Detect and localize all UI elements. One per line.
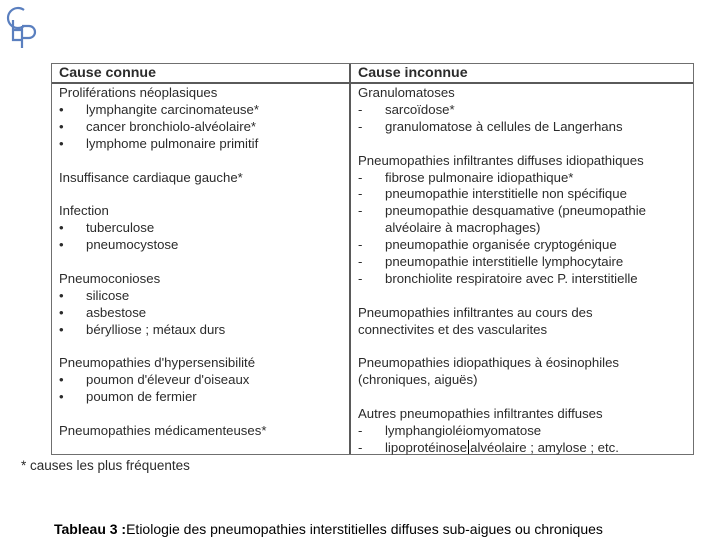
unknown-list-item [358, 440, 693, 457]
footnote: * causes les plus fréquentes [21, 458, 190, 473]
known-list-item [59, 102, 349, 119]
item-text: silicose [86, 287, 130, 303]
dash-icon: - [358, 169, 363, 185]
bullet-icon: • [59, 389, 64, 405]
unknown-list-item [358, 203, 693, 220]
unknown-category-heading [358, 153, 693, 170]
known-cause-header: Cause connue [52, 64, 349, 84]
bullet-icon: • [59, 101, 64, 117]
known-cause-list [59, 85, 349, 440]
item-text: Insuffisance cardiaque gauche* [59, 169, 243, 185]
spacer [59, 153, 349, 170]
item-text: Pneumopathies d'hypersensibilité [59, 355, 256, 371]
item-text: Pneumopathies médicamenteuses* [59, 423, 267, 439]
item-text: pneumocystose [86, 237, 179, 253]
bullet-icon: • [59, 287, 64, 303]
unknown-category-heading [358, 406, 693, 423]
known-list-item [59, 322, 349, 339]
item-text: fibrose pulmonaire idiopathique* [385, 169, 574, 185]
bullet-icon: • [59, 118, 64, 134]
dash-icon: - [358, 423, 363, 439]
item-text: poumon d'éleveur d'oiseaux [86, 372, 250, 388]
cep-logo [4, 4, 38, 50]
known-list-item [59, 136, 349, 153]
item-text: poumon de fermier [86, 389, 197, 405]
known-category-heading [59, 170, 349, 187]
known-category-heading [59, 423, 349, 440]
item-text: pneumopathie interstitielle lymphocytaire [385, 254, 624, 270]
unknown-cause-column [351, 64, 693, 454]
item-text: lymphangite carcinomateuse* [86, 101, 259, 117]
item-text: Infection [59, 203, 109, 219]
unknown-list-item [358, 423, 693, 440]
known-category-heading [59, 355, 349, 372]
item-text: tuberculose [86, 220, 155, 236]
item-text: Proliférations néoplasiques [59, 85, 218, 100]
known-list-item [59, 305, 349, 322]
spacer [358, 288, 693, 305]
item-text: asbestose [86, 304, 147, 320]
known-category-heading [59, 85, 349, 102]
item-text: Pneumoconioses [59, 270, 161, 286]
bullet-icon: • [59, 237, 64, 253]
unknown-category-heading [358, 322, 693, 339]
known-list-item [59, 389, 349, 406]
bullet-icon: • [59, 372, 64, 388]
unknown-category-heading [358, 85, 693, 102]
unknown-category-heading [358, 305, 693, 322]
unknown-list-item [358, 170, 693, 187]
item-text: pneumopathie organisée cryptogénique [385, 237, 617, 253]
unknown-cause-header: Cause inconnue [351, 64, 693, 84]
known-list-item [59, 220, 349, 237]
known-cause-column [52, 64, 351, 454]
item-text: Autres pneumopathies infiltrantes diffuses [358, 406, 603, 422]
item-text: Pneumopathies infiltrantes diffuses idiopathiques [358, 152, 644, 168]
unknown-list-item [358, 102, 693, 119]
bullet-icon: • [59, 220, 64, 236]
item-text: Pneumopathies infiltrantes au cours des [358, 304, 593, 320]
text-cursor [468, 440, 469, 454]
spacer [358, 389, 693, 406]
known-category-heading [59, 271, 349, 288]
item-text: alvéolaire à macrophages) [385, 220, 541, 236]
table-caption [54, 521, 603, 537]
unknown-list-item [358, 271, 693, 288]
item-text: (chroniques, aiguës) [358, 372, 478, 388]
spacer [59, 406, 349, 423]
caption-text: Etiologie des pneumopathies interstitielles diffuses sub-aigues ou chroniques [126, 521, 603, 537]
item-text: sarcoïdose* [385, 101, 455, 117]
spacer [59, 186, 349, 203]
item-text: Pneumopathies idiopathiques à éosinophiles [358, 355, 620, 371]
unknown-cause-list [358, 85, 693, 457]
item-text: bronchiolite respiratoire avec P. interstitielle [385, 270, 638, 286]
item-text: lipoprotéinose alvéolaire ; amylose ; etc. [385, 439, 619, 455]
dash-icon: - [358, 186, 363, 202]
dash-icon: - [358, 439, 363, 455]
item-text: Granulomatoses [358, 85, 455, 100]
unknown-list-item [358, 254, 693, 271]
caption-label: Tableau 3 : [54, 521, 127, 537]
known-list-item [59, 119, 349, 136]
unknown-category-heading [358, 372, 693, 389]
item-text: cancer bronchiolo-alvéolaire* [86, 118, 257, 134]
known-list-item [59, 288, 349, 305]
spacer [59, 254, 349, 271]
dash-icon: - [358, 203, 363, 219]
bullet-icon: • [59, 135, 64, 151]
spacer [358, 136, 693, 153]
dash-icon: - [358, 118, 363, 134]
dash-icon: - [358, 270, 363, 286]
dash-icon: - [358, 101, 363, 117]
item-text: bérylliose ; métaux durs [86, 321, 226, 337]
spacer [59, 339, 349, 356]
unknown-list-item [358, 186, 693, 203]
bullet-icon: • [59, 321, 64, 337]
unknown-list-item-continuation [358, 220, 693, 237]
unknown-list-item [358, 237, 693, 254]
dash-icon: - [358, 237, 363, 253]
item-text: lymphangioléiomyomatose [385, 423, 542, 439]
item-text: granulomatose à cellules de Langerhans [385, 118, 623, 134]
known-list-item [59, 237, 349, 254]
unknown-category-heading [358, 355, 693, 372]
dash-icon: - [358, 254, 363, 270]
item-text: pneumopathie desquamative (pneumopathie [385, 203, 647, 219]
item-text: pneumopathie interstitielle non spécifique [385, 186, 627, 202]
spacer [358, 339, 693, 356]
known-list-item [59, 372, 349, 389]
item-text: connectivites et des vascularites [358, 321, 548, 337]
etiology-table [51, 63, 694, 455]
item-text: lymphome pulmonaire primitif [86, 135, 259, 151]
unknown-list-item [358, 119, 693, 136]
known-category-heading [59, 203, 349, 220]
bullet-icon: • [59, 304, 64, 320]
